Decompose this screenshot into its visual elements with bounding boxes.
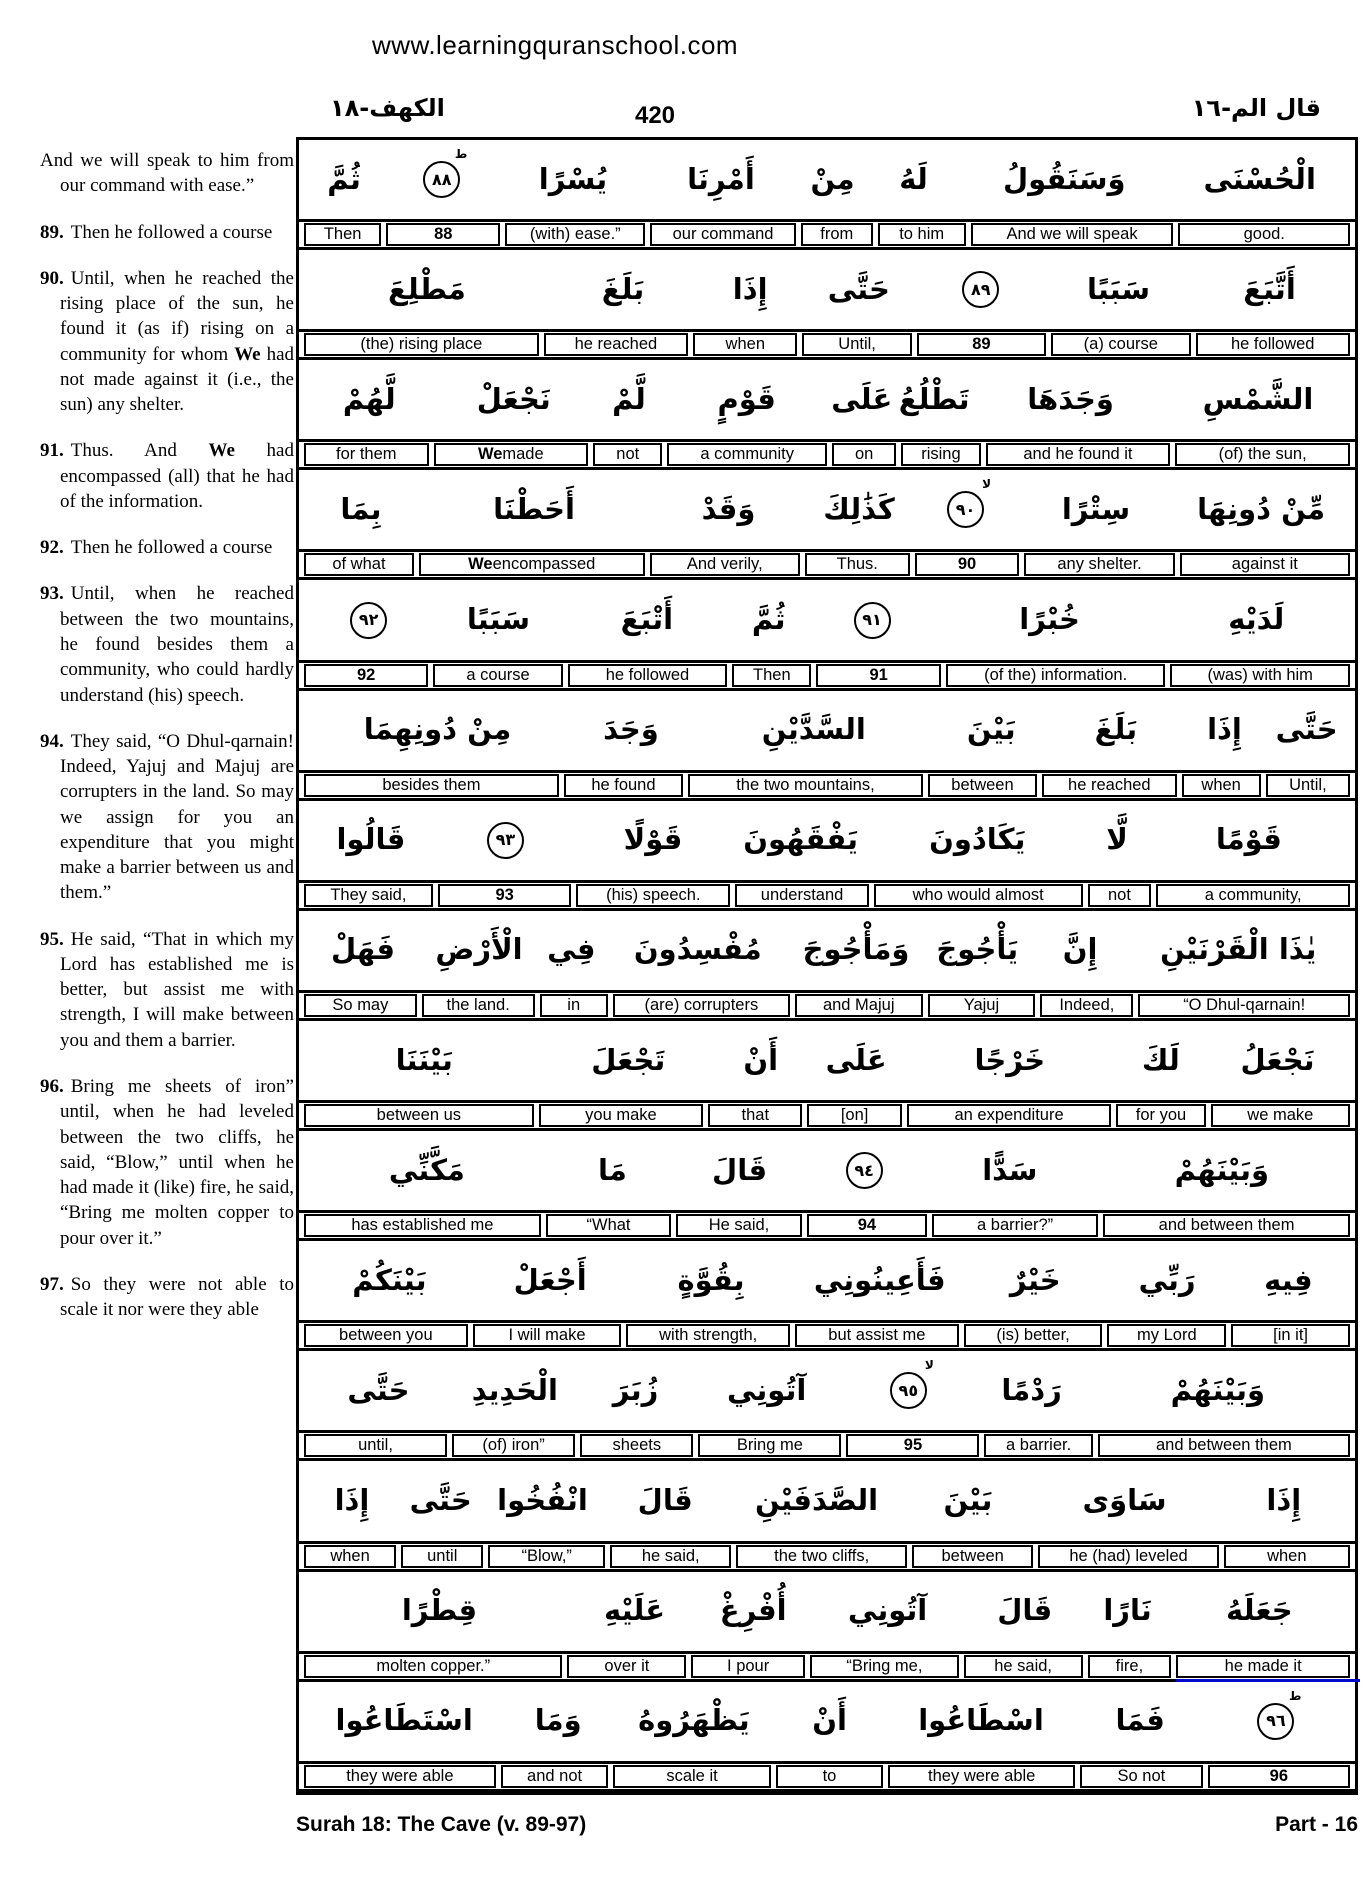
arabic-word: أَتْبَعَ [620,602,674,637]
translation-cell: (are) corrupters [613,994,790,1017]
footer-surah-title: Surah 18: The Cave (v. 89-97) [296,1813,587,1836]
arabic-word: بَيْنَ [943,1483,993,1518]
verse-number-circle [808,602,935,639]
translation-cell: between you [304,1324,468,1347]
arabic-word: يُسْرًا [538,161,608,196]
arabic-word: لَّا [1106,822,1128,857]
arabic-word: إِذَا [1266,1483,1302,1518]
arabic-word: بِقُوَّةٍ [677,1262,745,1297]
stop-mark: ط [454,147,468,161]
verse-number-circle [912,477,1019,528]
arabic-line [299,360,1355,439]
verse-translation-paragraph: 95. He said, “That in which my Lord has established me is better, but assist me with strength, I will make between you and them a barrier. [40,928,294,1051]
arabic-word: مَا [597,1152,627,1187]
stop-mark: لا [924,1358,934,1373]
verse-number-arabic: ٩٦ [1266,1711,1286,1731]
arabic-word: سَدًّا [982,1152,1038,1187]
translation-cell: they were able [304,1765,496,1788]
translation-cell: and Majuj [795,994,923,1017]
translation-cell: the two mountains, [688,774,923,797]
arabic-line [299,470,1355,549]
translation-cell: [on] [807,1104,901,1127]
translation-cell: when [693,333,797,356]
translation-cell: And verily, [650,553,800,576]
verse-number-cell: 89 [917,333,1046,356]
arabic-word: سِتْرًا [1061,491,1131,526]
arabic-word: الْأَرْضِ [435,932,523,967]
translation-cell: the two cliffs, [736,1545,906,1568]
translation-cell: good. [1178,223,1350,246]
arabic-word: خَيْرٌ [1009,1262,1061,1297]
arabic-word: عَلَيْهِ [604,1593,666,1628]
arabic-word: أَتَّبَعَ [1243,271,1296,306]
verse-number-arabic: ٩٢ [358,610,379,629]
verse-translation-paragraph: 97. So they were not able to scale it nor were they able [40,1273,294,1321]
translation-cell: Until, [1266,774,1350,797]
arabic-word: بَيْنَكُمْ [352,1262,427,1297]
translation-cell: understand [735,884,869,907]
arabic-word: فَأَعِينُونِي [813,1262,946,1297]
translation-cell: (with) ease.” [505,223,645,246]
verse-number-label: 89. [40,221,64,243]
translation-cell: to him [878,223,966,246]
arabic-word: لَّمْ [612,381,646,416]
arabic-word: فِيهِ [1264,1262,1313,1297]
translation-cell: We encompassed [419,553,645,576]
translation-line [299,549,1355,580]
arabic-word: حَتَّى [347,1372,410,1407]
arabic-word: نَارًا [1103,1593,1152,1628]
verse-number-arabic: ٩٣ [495,830,516,850]
translation-cell: our command [650,223,795,246]
translation-cell: I will make [473,1324,622,1347]
translation-cell: sheets [580,1434,693,1457]
translation-cell: not [1088,884,1152,907]
translation-cell: my Lord [1107,1324,1226,1347]
verse-number-arabic: ٩٥ [898,1380,919,1400]
translation-cell: of what [304,553,414,576]
arabic-word: بِمَا [340,491,382,526]
arabic-word: فَهَلْ [330,932,396,967]
arabic-line [299,140,1355,219]
verse-number-cell: 88 [386,223,500,246]
arabic-word: مِّنْ دُونِهَا [1197,491,1326,526]
arabic-line [299,801,1355,880]
arabic-line [299,1351,1355,1430]
arabic-word: قَالُوا [336,822,406,857]
arabic-word: إِذَا [1207,712,1242,747]
translation-cell: “Blow,” [488,1545,605,1568]
arabic-word: قَالَ [712,1152,768,1187]
verse-number-label: 95. [40,928,64,950]
arabic-word: زُبَرَ [612,1372,659,1407]
translation-cell: So may [304,994,417,1017]
arabic-word: قَالَ [997,1593,1053,1628]
translation-cell: a course [433,664,562,687]
juz-name-arabic: قال الم-١٦ [1191,94,1321,122]
translation-cell: (was) with him [1170,664,1350,687]
translation-line [299,880,1355,911]
arabic-word: بَيْنَنَا [395,1042,453,1077]
verse-number-arabic: ٨٩ [970,279,991,299]
arabic-word: أَنْ [812,1703,847,1738]
translation-cell: scale it [613,1765,770,1788]
translation-cell: for them [304,443,429,466]
arabic-word: لَدَيْهِ [1228,602,1285,637]
arabic-line [299,1682,1355,1761]
arabic-word: رَبِّي [1138,1262,1196,1297]
arabic-word: قَوْمًا [1215,822,1282,857]
verse-number-cell: 95 [846,1434,979,1457]
translation-cell: they were able [888,1765,1075,1788]
site-url: www.learningquranschool.com [371,30,739,60]
arabic-word: انْفُخُوا [497,1483,588,1518]
translation-cell: [in it] [1231,1324,1350,1347]
verse-number-label: 93. [40,583,64,605]
translation-cell: fire, [1088,1655,1172,1678]
arabic-word: لَهُ [899,161,928,196]
translation-line [299,770,1355,801]
translation-cell: a community [667,443,827,466]
translation-cell: an expenditure [907,1104,1112,1127]
arabic-word: السَّدَّيْنِ [761,712,866,747]
translation-cell: against it [1180,553,1350,576]
verse-number-label: 97. [40,1273,64,1295]
verse-number-cell: 92 [304,664,428,687]
translation-cell: any shelter. [1024,553,1174,576]
translation-line [299,1651,1355,1682]
translation-cell: has established me [304,1214,541,1237]
translation-cell: (a) course [1051,333,1190,356]
arabic-word: أُفْرِغْ [719,1593,787,1628]
translation-cell: until [401,1545,483,1568]
verse-number-circle [1203,1688,1349,1740]
arabic-word: سَبَبًا [1086,271,1151,306]
arabic-line [299,911,1355,990]
arabic-word: مَكَّنِّي [388,1152,465,1187]
arabic-line [299,581,1355,660]
arabic-word: رَدْمًا [1001,1372,1062,1407]
verse-number-label: 90. [40,267,64,289]
translation-cell: in [540,994,608,1017]
verse-number-cell: 91 [816,664,940,687]
translation-cell: molten copper.” [304,1655,562,1678]
translation-cell: besides them [304,774,559,797]
arabic-word: ثُمَّ [327,161,361,196]
translation-line [299,990,1355,1021]
surah-name-arabic: الكهف-١٨ [330,94,445,122]
arabic-word: وَجَدَ [603,712,659,747]
verse-number-cell: 93 [438,884,572,907]
stop-mark: ط [1288,1688,1302,1703]
translation-cell: he (had) leveled [1038,1545,1218,1568]
verse-number-arabic: ٨٨ [432,169,452,189]
translation-cell: a barrier. [984,1434,1092,1457]
translation-cell: when [304,1545,396,1568]
verse-number-label: 92. [40,537,64,559]
arabic-word: مَطْلِعَ [387,271,466,306]
arabic-word: وَقَدْ [701,491,756,526]
arabic-word: الصَّدَفَيْنِ [755,1483,879,1518]
arabic-word: يَظْهَرُوهُ [638,1703,750,1738]
translation-cell: (of the) information. [946,664,1166,687]
translation-cell: when [1224,1545,1350,1568]
translation-cell: We made [434,443,589,466]
arabic-word: عَلَى [831,381,893,416]
arabic-word: إِذَا [732,271,768,306]
arabic-word: لَكَ [1141,1042,1180,1077]
arabic-word: تَجْعَلَ [591,1042,666,1077]
arabic-word: فِي [547,932,596,967]
verse-number-label: 94. [40,730,64,752]
arabic-word: يَكَادُونَ [929,822,1026,857]
translation-cell: Bring me [698,1434,841,1457]
arabic-word: مِنْ [810,161,855,196]
arabic-word: أَنْ [743,1042,779,1077]
verse-number-arabic: ٩٠ [955,499,976,519]
arabic-line [299,1131,1355,1210]
verse-translation-paragraph: 92. Then he followed a course [40,537,273,559]
verse-translation-paragraph: 89. Then he followed a course [40,221,273,243]
arabic-word: حَتَّى [827,271,890,306]
translation-cell: (of) the sun, [1175,443,1350,466]
translation-line [299,329,1355,360]
arabic-word: أَجْعَلْ [513,1262,587,1297]
arabic-word: الْحَدِيدِ [471,1372,558,1407]
translation-line [299,1761,1355,1792]
page-number: 420 [634,102,676,129]
arabic-word: آتُونِي [727,1372,807,1407]
arabic-word: وَجَدَهَا [1027,381,1114,416]
translation-cell: between [928,774,1037,797]
arabic-word: لَّهُمْ [342,381,396,416]
arabic-line [299,1241,1355,1320]
translation-cell: and between them [1103,1214,1350,1237]
verse-number-circle [803,1152,925,1189]
arabic-word: تَطْلُعُ [898,381,970,416]
verse-translation-paragraph: 91. Thus. And We had encompassed (all) that he had of the information. [40,440,294,512]
translation-cell: and between them [1098,1434,1350,1457]
verse-translation-paragraph: 90. Until, when he reached the rising place of the sun, he found it (as if) rising on a community for whom We had not made against it (i.e., the sun) any shelter. [40,267,295,416]
verse-number-label: 91. [40,440,64,462]
translation-cell: he followed [568,664,727,687]
translation-cell: with strength, [626,1324,790,1347]
verse-number-cell: 96 [1208,1765,1350,1788]
arabic-word: اسْتَطَاعُوا [335,1703,473,1738]
verse-translation-paragraph: And we will speak to him from our command with ease.” [40,150,294,197]
translation-cell: we make [1211,1104,1350,1127]
arabic-word: سَبَبًا [466,602,530,637]
verse-number-circle [305,602,432,639]
translation-cell: between [912,1545,1033,1568]
arabic-word: خُبْرًا [1019,602,1080,637]
translation-cell: you make [539,1104,703,1127]
arabic-word: نَجْعَلْ [476,381,551,416]
verse-translation-paragraph: 94. They said, “O Dhul-qarnain! Indeed, Yajuj and Majuj are corrupters in the land. So may we assign for you an expenditure that you might make a barrier between us and them.” [40,730,294,904]
arabic-word: إِذَا [334,1483,370,1518]
translation-cell: a barrier?” [932,1214,1098,1237]
arabic-word: خَرْجًا [974,1042,1046,1077]
translation-cell: rising [901,443,980,466]
translation-cell: a community, [1156,884,1350,907]
arabic-word: وَبَيْنَهُمْ [1170,1372,1266,1407]
translation-cell: He said, [676,1214,801,1237]
arabic-word: بَلَغَ [1094,712,1138,747]
translation-sidebar [40,148,294,1343]
arabic-word: قَوْمٍ [717,381,776,416]
word-by-word-table [296,137,1358,1795]
translation-cell: “Bring me, [810,1655,959,1678]
arabic-line [299,1462,1355,1541]
arabic-word: عَلَى [825,1042,887,1077]
verse-number-circle [437,822,574,859]
translation-cell: “O Dhul-qarnain! [1138,994,1350,1017]
translation-cell: he said, [964,1655,1083,1678]
arabic-word: جَعَلَهُ [1225,1593,1293,1628]
arabic-word: قَالَ [637,1483,693,1518]
arabic-word: قِطْرًا [401,1593,478,1628]
verse-number-arabic: ٩١ [862,610,882,629]
translation-cell: until, [304,1434,447,1457]
translation-cell: and he found it [986,443,1171,466]
translation-line [299,1210,1355,1241]
translation-cell: over it [567,1655,686,1678]
translation-cell: I pour [691,1655,805,1678]
arabic-word: حَتَّى [1275,712,1338,747]
arabic-word: وَمَأْجُوجَ [802,932,910,967]
translation-cell: (is) better, [964,1324,1103,1347]
verse-number-cell: 90 [915,553,1020,576]
translation-cell: that [708,1104,802,1127]
verse-translation-paragraph: 96. Bring me sheets of iron” until, when he had leveled between the two cliffs, he said, “Blow,” until when he had made it (like) fire, he said, “Bring me molten copper to pour over it.” [40,1075,294,1249]
translation-cell: he reached [1042,774,1176,797]
verse-number-cell: 94 [807,1214,927,1237]
arabic-word: آتُونِي [848,1593,928,1628]
translation-line [299,1430,1355,1461]
translation-cell: from [801,223,873,246]
arabic-word: قَوْلًا [623,822,683,857]
translation-cell: and not [501,1765,609,1788]
translation-cell: the land. [422,994,535,1017]
arabic-word: يَفْقَهُونَ [743,822,858,857]
arabic-word: بَيْنَ [966,712,1016,747]
verse-number-label: 96. [40,1075,64,1097]
arabic-line [299,250,1355,329]
arabic-word: سَاوَى [1082,1483,1167,1518]
arabic-word: بَلَغَ [601,271,645,306]
stop-mark: لا [982,477,991,492]
page-footer [296,1813,1358,1837]
arabic-line [299,691,1355,770]
translation-cell: Then [732,664,811,687]
translation-cell: he followed [1196,333,1350,356]
translation-cell: he found [564,774,683,797]
translation-cell: to [776,1765,884,1788]
translation-cell: Then [304,223,381,246]
footer-part-number: Part - 16 [1275,1813,1358,1836]
translation-cell: “What [546,1214,671,1237]
translation-cell: Until, [802,333,911,356]
arabic-word: نَجْعَلُ [1240,1042,1315,1077]
arabic-word: يَأْجُوجَ [936,932,1019,967]
arabic-line [299,1021,1355,1100]
translation-cell: but assist me [795,1324,959,1347]
translation-cell: So not [1080,1765,1203,1788]
translation-cell: Yajuj [928,994,1036,1017]
translation-cell: not [593,443,662,466]
arabic-word: وَسَنَقُولُ [1002,161,1126,196]
arabic-word: إِنَّ [1062,932,1098,967]
translation-line [299,660,1355,691]
translation-cell: between us [304,1104,534,1127]
translation-cell: he made it [1176,1655,1350,1678]
translation-cell: Indeed, [1040,994,1133,1017]
verse-number-arabic: ٩٤ [854,1160,874,1180]
arabic-word: اسْطَاعُوا [918,1703,1044,1738]
arabic-word: ثُمَّ [751,602,786,637]
translation-cell: (his) speech. [576,884,730,907]
translation-cell: who would almost [874,884,1083,907]
arabic-word: وَمَا [534,1703,582,1738]
arabic-word: كَذَٰلِكَ [823,491,895,526]
verse-translation-paragraph: 93. Until, when he reached between the two mountains, he found besides them a community, who could hardly understand (his) speech. [40,583,294,706]
arabic-word: مُفْسِدُونَ [633,932,762,967]
arabic-word: فَمَا [1115,1703,1165,1738]
translation-cell: for you [1116,1104,1205,1127]
arabic-word: أَحَطْنَا [493,491,575,526]
translation-line [299,219,1355,250]
verse-number-circle [840,1358,976,1409]
arabic-word: مِنْ دُونِهِمَا [363,712,512,747]
translation-line [299,439,1355,470]
verse-number-circle [914,271,1046,308]
arabic-word: الْحُسْنَى [1203,161,1316,196]
translation-cell: when [1182,774,1261,797]
translation-cell: And we will speak [971,223,1174,246]
translation-line [299,1541,1355,1572]
arabic-word: وَبَيْنَهُمْ [1174,1152,1270,1187]
arabic-word: حَتَّى [409,1483,472,1518]
translation-cell: on [832,443,896,466]
arabic-word: الشَّمْسِ [1202,381,1314,416]
translation-cell: Thus. [805,553,910,576]
verse-number-circle [383,147,500,198]
translation-line [299,1320,1355,1351]
arabic-word: أَمْرِنَا [687,161,755,196]
translation-cell: (the) rising place [304,333,539,356]
translation-cell: he reached [544,333,688,356]
translation-line [299,1100,1355,1131]
translation-cell: They said, [304,884,433,907]
translation-cell: he said, [610,1545,731,1568]
arabic-word: يٰذَا الْقَرْنَيْنِ [1160,932,1317,967]
arabic-line [299,1572,1355,1651]
translation-cell: (of) iron” [452,1434,575,1457]
